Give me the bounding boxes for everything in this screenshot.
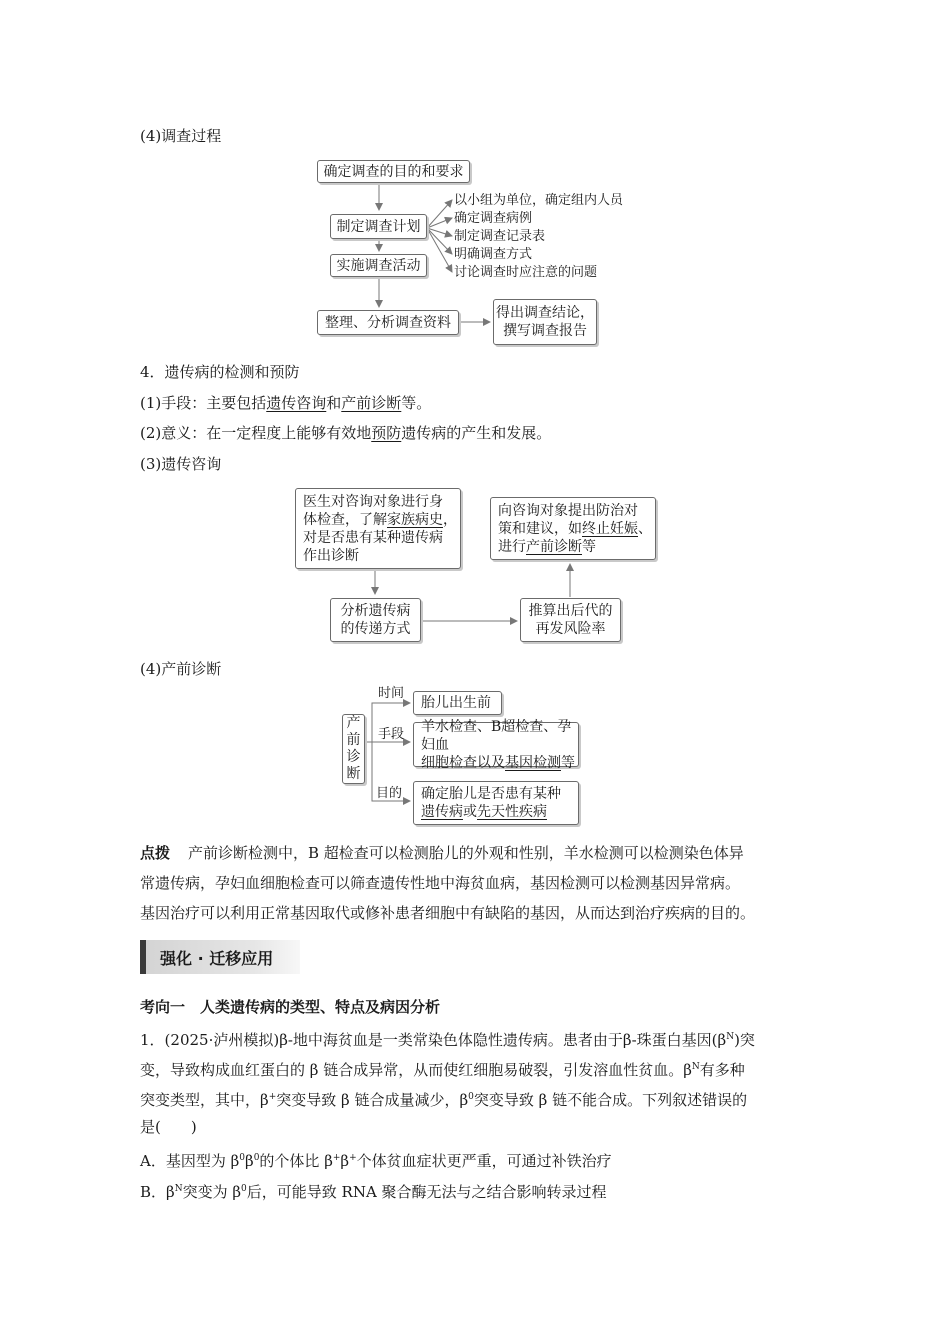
survey-plan-item: 确定调查病例 bbox=[454, 211, 533, 226]
meaning-text: (2)意义：在一定程度上能够有效地 bbox=[140, 424, 372, 442]
prenatal-time-box: 胎儿出生前 bbox=[413, 691, 502, 715]
prenatal-label-time: 时间 bbox=[378, 686, 405, 701]
prenatal-gene-testing: 基因检测 bbox=[505, 754, 561, 771]
survey-result-box bbox=[493, 299, 597, 345]
counsel-text: ， bbox=[443, 511, 457, 528]
question-text: 突变类型，其中，β bbox=[140, 1091, 269, 1109]
counsel-text: 向咨询对象提出防治对 bbox=[498, 502, 638, 519]
prenatal-text: 羊水检查、B超检查、孕妇血 bbox=[421, 718, 572, 753]
means-text: 和 bbox=[326, 394, 342, 412]
survey-organize-box bbox=[317, 310, 459, 335]
question-line-1 bbox=[140, 1027, 755, 1050]
survey-plan-item: 明确调查方式 bbox=[454, 247, 533, 262]
prenatal-label-goal: 目的 bbox=[376, 786, 403, 801]
option-sup: 0 bbox=[253, 1153, 260, 1163]
prenatal-root-char: 诊 bbox=[346, 749, 361, 765]
tip-text: 产前诊断检测中，B 超检查可以检测胎儿的外观和性别，羊水检测可以检测染色体异 bbox=[188, 844, 744, 862]
prenatal-root-char: 产 bbox=[346, 715, 361, 731]
prenatal-text bbox=[421, 754, 575, 772]
prenatal-genetic-disease: 遗传病 bbox=[421, 804, 463, 820]
question-line-2 bbox=[140, 1057, 745, 1080]
counsel-text: 作出诊断 bbox=[303, 547, 359, 564]
prenatal-goal-box bbox=[413, 781, 579, 825]
counsel-text bbox=[498, 520, 652, 538]
option-sup: 0 bbox=[239, 1153, 246, 1163]
option-a bbox=[140, 1148, 612, 1171]
question-sup: + bbox=[268, 1092, 277, 1102]
question-text: )突 bbox=[734, 1031, 755, 1049]
survey-plan-item: 讨论调查时应注意的问题 bbox=[454, 265, 598, 280]
meaning-prevent: 预防 bbox=[371, 424, 402, 442]
prenatal-text: 确定胎儿是否患有某种 bbox=[421, 786, 561, 802]
means-line bbox=[140, 393, 431, 413]
option-sup: + bbox=[349, 1153, 357, 1163]
counsel-text: 等 bbox=[582, 538, 596, 555]
option-text: A．基因型为 β bbox=[140, 1152, 240, 1170]
counsel-box-advice bbox=[490, 497, 656, 560]
counsel-text: 医生对咨询对象进行身 bbox=[303, 493, 443, 510]
option-text: 个体贫血症状更严重，可通过补铁治疗 bbox=[356, 1152, 612, 1170]
counsel-text bbox=[303, 511, 457, 529]
counsel-text: 分析遗传病 bbox=[340, 603, 411, 619]
meaning-line bbox=[140, 423, 551, 443]
counsel-text: 的传递方式 bbox=[340, 621, 411, 637]
counsel-prenatal-diagnosis: 产前诊断 bbox=[526, 538, 582, 555]
option-text: β bbox=[340, 1152, 350, 1170]
counsel-box-diagnosis bbox=[295, 488, 461, 569]
option-sup: N bbox=[174, 1184, 183, 1194]
question-line-4: 是( ) bbox=[140, 1118, 197, 1136]
means-prenatal-diagnosis: 产前诊断 bbox=[341, 394, 402, 412]
prenatal-heading: (4)产前诊断 bbox=[140, 660, 222, 678]
question-line-3 bbox=[140, 1087, 747, 1110]
survey-goal-box: 确定调查的目的和要求 bbox=[317, 160, 470, 183]
prenatal-text: 等 bbox=[561, 754, 575, 771]
counsel-text: 再发风险率 bbox=[535, 621, 606, 637]
option-text: 突变为 β bbox=[182, 1183, 242, 1201]
counsel-box-analyze bbox=[330, 598, 421, 642]
option-text: β bbox=[245, 1152, 254, 1170]
prenatal-root-box bbox=[342, 714, 365, 784]
meaning-text: 遗传病的产生和发展。 bbox=[401, 424, 552, 442]
counsel-text: 体检查，了解 bbox=[303, 511, 387, 528]
survey-result-line-2: 撰写调查报告 bbox=[503, 323, 587, 339]
question-text: 变，导致构成血红蛋白的 β 链合成异常，从而使红细胞易破裂，引发溶血性贫血。β bbox=[140, 1061, 692, 1079]
option-sup: + bbox=[332, 1153, 341, 1163]
prenatal-label-means: 手段 bbox=[378, 727, 405, 742]
survey-plan-item: 以小组为单位，确定组内人员 bbox=[454, 193, 624, 208]
question-text: 有多种 bbox=[699, 1061, 745, 1079]
survey-organize-text: 整理、分析调查资料 bbox=[325, 314, 451, 331]
tip-label: 点拨 bbox=[140, 844, 171, 862]
direction-title: 考向一 人类遗传病的类型、特点及病因分析 bbox=[140, 998, 441, 1016]
option-sup: 0 bbox=[241, 1184, 247, 1194]
counsel-text: 策和建议，如 bbox=[498, 520, 582, 537]
section-banner bbox=[140, 940, 300, 974]
banner-title: 强化 · 迁移应用 bbox=[160, 949, 274, 968]
option-text: 的个体比 β bbox=[259, 1152, 333, 1170]
tip-line-3: 基因治疗可以利用正常基因取代或修补患者细胞中有缺陷的基因，从而达到治疗疾病的目的。 bbox=[140, 904, 756, 922]
question-text: 突变导致 β 链合成量减少，β bbox=[276, 1091, 469, 1109]
prenatal-text: 或 bbox=[463, 804, 477, 820]
section-4-title: 4．遗传病的检测和预防 bbox=[140, 363, 300, 381]
means-text: 等。 bbox=[401, 394, 432, 412]
prenatal-text: 细胞检查以及 bbox=[421, 754, 505, 771]
counsel-text: 推算出后代的 bbox=[528, 603, 613, 619]
counsel-family-history: 家族病史 bbox=[387, 511, 443, 528]
survey-plan-item: 制定调查记录表 bbox=[454, 229, 546, 244]
tip-line-1 bbox=[140, 843, 744, 863]
question-text: 1．(2025·泸州模拟)β-地中海贫血是一类常染色体隐性遗传病。患者由于β-珠蛋白基因(β bbox=[140, 1031, 727, 1049]
counsel-heading: (3)遗传咨询 bbox=[140, 455, 222, 473]
tip-line-2: 常遗传病，孕妇血细胞检查可以筛查遗传性地中海贫血病，基因检测可以检测基因异常病。 bbox=[140, 874, 741, 892]
counsel-terminate-pregnancy: 终止妊娠 bbox=[582, 520, 638, 537]
survey-result-line-1: 得出调查结论， bbox=[496, 305, 594, 321]
prenatal-text bbox=[421, 803, 547, 821]
survey-act-box: 实施调查活动 bbox=[330, 254, 427, 277]
prenatal-root-char: 断 bbox=[346, 766, 361, 782]
counsel-text: 对是否患有某种遗传病 bbox=[303, 529, 443, 546]
question-sup: 0 bbox=[468, 1092, 474, 1102]
question-text: 突变导致 β 链不能合成。下列叙述错误的 bbox=[473, 1091, 748, 1109]
counsel-text: 进行 bbox=[498, 538, 526, 555]
prenatal-congenital-disease: 先天性疾病 bbox=[477, 804, 547, 820]
survey-plan-box: 制定调查计划 bbox=[330, 214, 427, 239]
counsel-text: 、 bbox=[638, 520, 652, 537]
counsel-box-risk bbox=[520, 598, 621, 642]
question-sup: N bbox=[726, 1032, 735, 1042]
prenatal-means-box bbox=[413, 718, 579, 771]
counsel-text bbox=[498, 538, 596, 556]
survey-heading: (4)调查过程 bbox=[140, 127, 222, 145]
question-sup: N bbox=[691, 1062, 700, 1072]
option-text: 后，可能导致 RNA 聚合酶无法与之结合影响转录过程 bbox=[246, 1183, 607, 1201]
prenatal-root-char: 前 bbox=[346, 732, 361, 748]
means-genetic-counseling: 遗传咨询 bbox=[266, 394, 327, 412]
means-text: (1)手段：主要包括 bbox=[140, 394, 267, 412]
option-text: B．β bbox=[140, 1183, 175, 1201]
option-b bbox=[140, 1179, 607, 1202]
